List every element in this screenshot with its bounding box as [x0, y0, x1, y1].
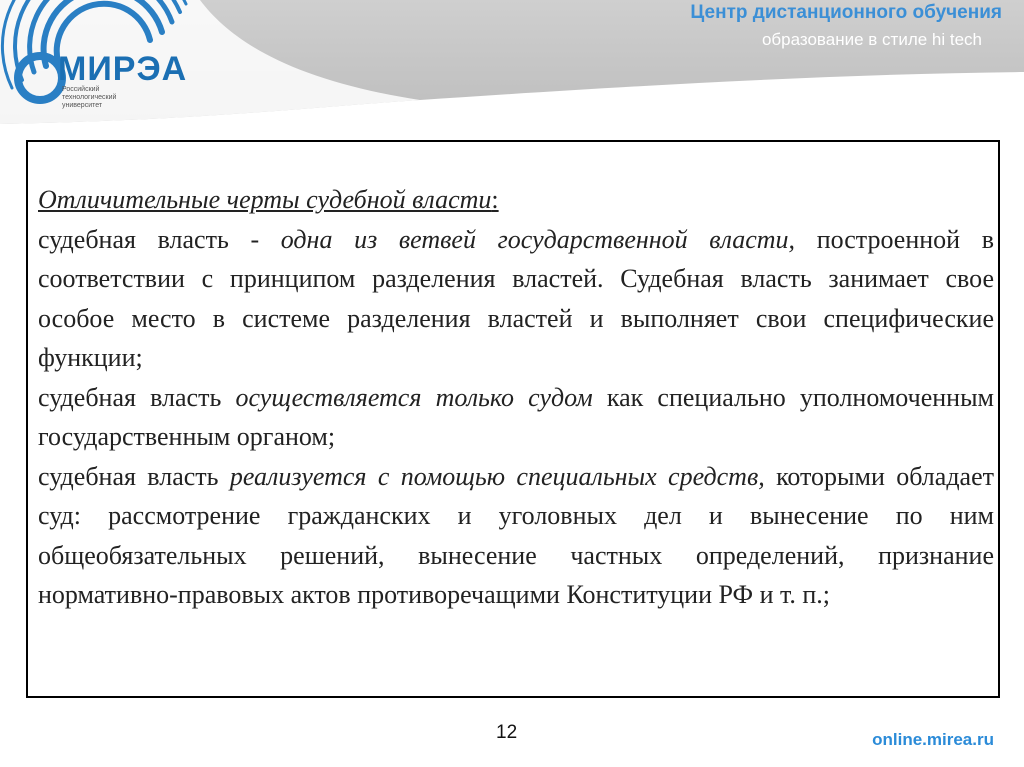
center-title: Центр дистанционного обучения — [690, 2, 1002, 23]
center-tagline: образование в стиле hi tech — [761, 30, 982, 49]
mirea-logo — [0, 0, 200, 120]
header-band — [0, 0, 1024, 125]
paragraph-2 — [38, 378, 994, 457]
logo-subtitle: Российский технологический университет — [62, 86, 117, 109]
p3-start: судебная власть — [38, 461, 230, 491]
p2-start: судебная власть — [38, 382, 236, 412]
paragraph-1 — [38, 220, 994, 378]
p1-rest: построенной в соответствии с принципом разделения властей. Судебная власть занимает свое особое место в системе разделения властей и выполняет свои специфические функции; — [38, 224, 994, 372]
logo-wordmark: МИРЭА — [58, 50, 188, 88]
p3-rest: которыми обладает суд: рассмотрение гражданских и уголовных дел и вынесение по ним общеобязательных решений, вынесение частных определений, признание нормативно-правовых актов противоречащими Конституции РФ и т. п.; — [38, 461, 994, 609]
heading-text: Отличительные черты судебной власти — [38, 185, 492, 214]
text-area — [38, 180, 994, 615]
page-number: 12 — [496, 722, 518, 743]
p3-emphasis: реализуется с помощью специальных средств, — [229, 461, 765, 491]
heading-colon: : — [491, 185, 499, 214]
p2-emphasis: осуществляется только судом — [235, 382, 593, 412]
section-heading — [38, 180, 994, 220]
p1-emphasis: одна из ветвей государственной власти, — [280, 224, 796, 254]
site-url[interactable]: online.mirea.ru — [872, 730, 994, 749]
paragraph-3 — [38, 457, 994, 615]
content-box — [26, 140, 1000, 698]
p2-rest: как специально уполномоченным государственным органом; — [38, 382, 994, 451]
p1-start: судебная власть - — [38, 224, 281, 254]
